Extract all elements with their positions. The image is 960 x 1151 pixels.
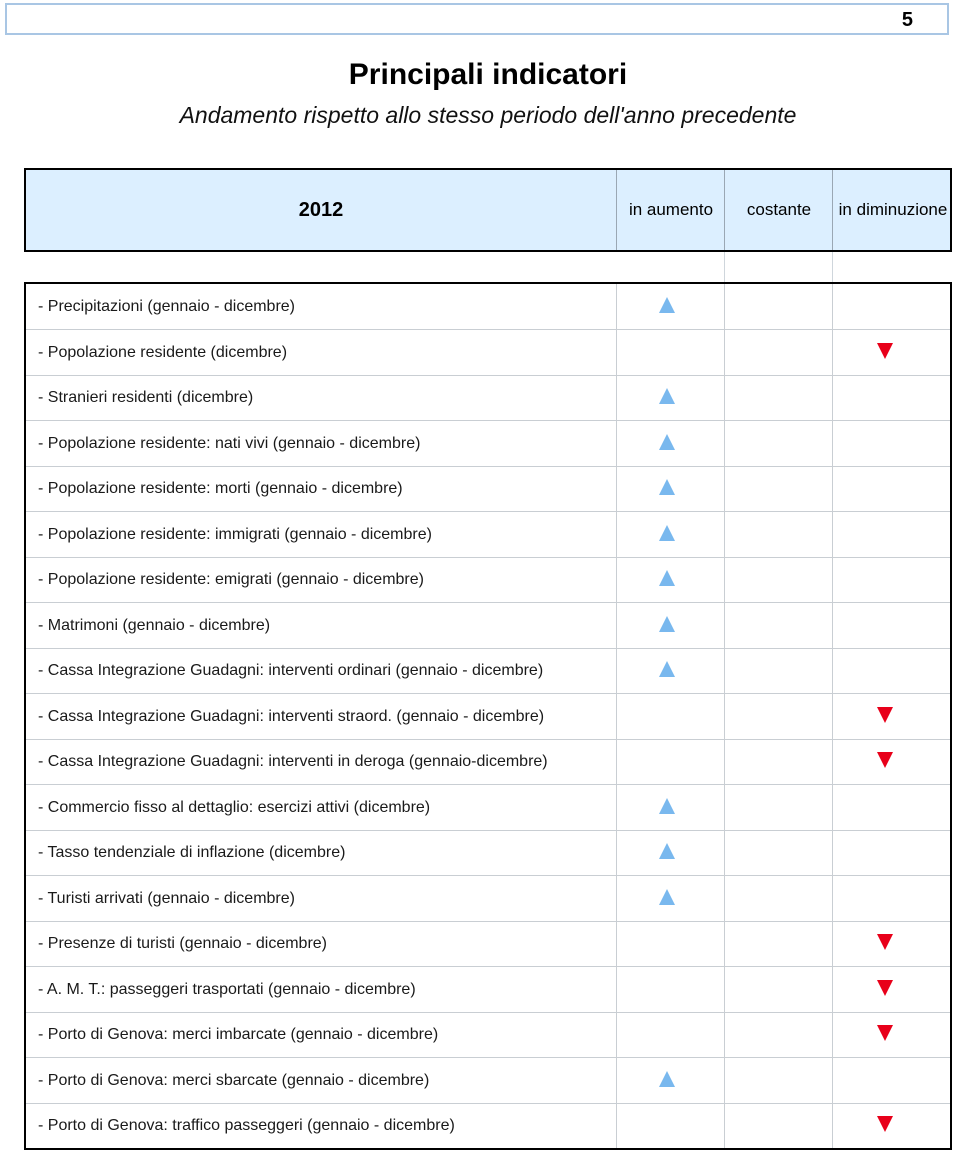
increase-cell: [616, 785, 724, 830]
constant-cell: [724, 648, 832, 693]
table-row: [26, 694, 950, 740]
increase-cell: [616, 648, 724, 693]
table-row: [26, 830, 950, 876]
table-row: [26, 921, 950, 967]
triangle-up-icon: [659, 525, 675, 541]
constant-cell: [724, 557, 832, 602]
triangle-down-icon: [877, 1116, 893, 1132]
constant-cell: [724, 876, 832, 921]
triangle-down-icon: [877, 934, 893, 950]
increase-cell: [616, 421, 724, 466]
increase-cell: [616, 1103, 724, 1148]
constant-cell: [724, 330, 832, 375]
table-row: [26, 603, 950, 649]
increase-cell: [616, 830, 724, 875]
increase-cell: [616, 921, 724, 966]
header-decrease-label: in diminuzione: [838, 200, 948, 219]
table-header: [24, 168, 952, 252]
header-constant-label: costante: [746, 200, 812, 219]
decrease-cell: [832, 1103, 950, 1148]
table-row: [26, 375, 950, 421]
triangle-up-icon: [659, 570, 675, 586]
divider: [832, 252, 833, 282]
table-row: [26, 967, 950, 1013]
indicator-label: - Cassa Integrazione Guadagni: interventi ordinari (gennaio - dicembre): [38, 662, 544, 679]
decrease-cell: [832, 421, 950, 466]
triangle-up-icon: [659, 1071, 675, 1087]
decrease-cell: [832, 694, 950, 739]
table-row: [26, 876, 950, 922]
increase-cell: [616, 967, 724, 1012]
indicator-label: - Cassa Integrazione Guadagni: interventi straord. (gennaio - dicembre): [38, 707, 545, 725]
indicator-label: - Presenze di turisti (gennaio - dicembre): [38, 935, 328, 952]
indicator-label: - Porto di Genova: merci imbarcate (gennaio - dicembre): [38, 1026, 439, 1043]
indicator-label: - Popolazione residente (dicembre): [38, 343, 288, 361]
decrease-cell: [832, 1012, 950, 1057]
indicator-label: - Stranieri residenti (dicembre): [38, 389, 254, 406]
table-row: [26, 1103, 950, 1148]
decrease-cell: [832, 967, 950, 1012]
increase-cell: [616, 603, 724, 648]
decrease-cell: [832, 876, 950, 921]
decrease-cell: [832, 648, 950, 693]
triangle-up-icon: [659, 843, 675, 859]
decrease-cell: [832, 603, 950, 648]
indicator-label: - Porto di Genova: merci sbarcate (gennaio - dicembre): [38, 1071, 430, 1089]
constant-cell: [724, 967, 832, 1012]
table-row: [26, 1058, 950, 1104]
page-subtitle: Andamento rispetto allo stesso periodo dell'anno precedente: [179, 102, 797, 128]
triangle-up-icon: [659, 479, 675, 495]
increase-cell: [616, 330, 724, 375]
table-row: [26, 512, 950, 558]
triangle-up-icon: [659, 661, 675, 677]
triangle-up-icon: [659, 616, 675, 632]
indicator-label: - Cassa Integrazione Guadagni: interventi in deroga (gennaio-dicembre): [38, 753, 548, 770]
indicator-label: - Popolazione residente: immigrati (gennaio - dicembre): [38, 525, 432, 543]
table-row: [26, 1012, 950, 1058]
constant-cell: [724, 466, 832, 511]
triangle-up-icon: [659, 798, 675, 814]
increase-cell: [616, 557, 724, 602]
increase-cell: [616, 876, 724, 921]
header-increase: [616, 170, 725, 250]
increase-cell: [616, 739, 724, 784]
triangle-down-icon: [877, 752, 893, 768]
indicator-label: - Precipitazioni (gennaio - dicembre): [38, 298, 295, 315]
table-row: [26, 648, 950, 694]
table-row: [26, 739, 950, 785]
constant-cell: [724, 1012, 832, 1057]
increase-cell: [616, 1058, 724, 1103]
decrease-cell: [832, 830, 950, 875]
table-row: [26, 557, 950, 603]
decrease-cell: [832, 375, 950, 420]
increase-cell: [616, 512, 724, 557]
page-title: Principali indicatori: [348, 58, 628, 91]
constant-cell: [724, 603, 832, 648]
indicator-label: - Popolazione residente: morti (gennaio - dicembre): [38, 480, 403, 497]
decrease-cell: [832, 284, 950, 329]
indicator-label: - Porto di Genova: traffico passeggeri (gennaio - dicembre): [38, 1117, 455, 1134]
table-row: [26, 330, 950, 376]
decrease-cell: [832, 785, 950, 830]
top-bar: [5, 3, 949, 35]
increase-cell: [616, 375, 724, 420]
decrease-cell: [832, 1058, 950, 1103]
header-increase-label: in aumento: [628, 200, 714, 219]
constant-cell: [724, 739, 832, 784]
decrease-cell: [832, 330, 950, 375]
header-decrease: [832, 170, 953, 250]
constant-cell: [724, 512, 832, 557]
constant-cell: [724, 421, 832, 466]
decrease-cell: [832, 466, 950, 511]
page-number: 5: [901, 9, 913, 31]
triangle-up-icon: [659, 889, 675, 905]
constant-cell: [724, 830, 832, 875]
indicators-table: [24, 282, 952, 1150]
divider: [724, 252, 725, 282]
decrease-cell: [832, 739, 950, 784]
triangle-down-icon: [877, 343, 893, 359]
constant-cell: [724, 1103, 832, 1148]
triangle-down-icon: [877, 1025, 893, 1041]
table-row: [26, 785, 950, 831]
decrease-cell: [832, 557, 950, 602]
indicator-label: - Turisti arrivati (gennaio - dicembre): [38, 889, 295, 907]
triangle-up-icon: [659, 388, 675, 404]
increase-cell: [616, 1012, 724, 1057]
indicator-label: - Commercio fisso al dettaglio: esercizi attivi (dicembre): [38, 798, 431, 816]
triangle-up-icon: [659, 297, 675, 313]
indicator-label: - Matrimoni (gennaio - dicembre): [38, 616, 271, 634]
table-row: [26, 284, 950, 330]
constant-cell: [724, 921, 832, 966]
header-year: 2012: [298, 198, 344, 221]
table-row: [26, 466, 950, 512]
constant-cell: [724, 785, 832, 830]
increase-cell: [616, 284, 724, 329]
indicator-label: - Tasso tendenziale di inflazione (dicembre): [38, 844, 346, 861]
increase-cell: [616, 694, 724, 739]
indicator-label: - Popolazione residente: nati vivi (gennaio - dicembre): [38, 434, 421, 452]
indicator-label: - Popolazione residente: emigrati (gennaio - dicembre): [38, 571, 424, 588]
table-row: [26, 421, 950, 467]
constant-cell: [724, 1058, 832, 1103]
indicator-label: - A. M. T.: passeggeri trasportati (gennaio - dicembre): [38, 980, 416, 998]
decrease-cell: [832, 921, 950, 966]
constant-cell: [724, 375, 832, 420]
increase-cell: [616, 466, 724, 511]
triangle-down-icon: [877, 707, 893, 723]
triangle-down-icon: [877, 980, 893, 996]
constant-cell: [724, 284, 832, 329]
decrease-cell: [832, 512, 950, 557]
header-constant: [724, 170, 833, 250]
triangle-up-icon: [659, 434, 675, 450]
constant-cell: [724, 694, 832, 739]
